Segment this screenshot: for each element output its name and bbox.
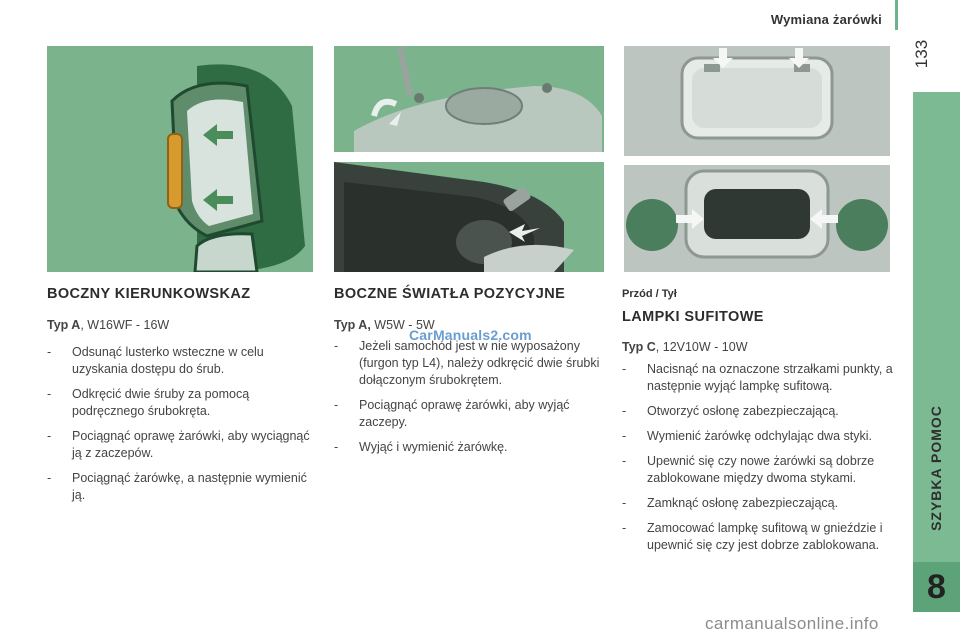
section-heading: BOCZNE ŚWIATŁA POZYCYJNE	[334, 286, 566, 302]
side-indicator-instructions	[47, 317, 312, 512]
bulb-type	[47, 317, 312, 334]
side-position-lights-section	[334, 286, 614, 302]
header-divider	[895, 0, 898, 30]
page-number: 133	[912, 39, 931, 69]
list-item: - Upewnić się czy nowe żarówki są dobrze zablokowane między dwoma stykami.	[622, 453, 894, 487]
section-heading: BOCZNY KIERUNKOWSKAZ	[47, 286, 251, 302]
list-item: - Pociągnąć oprawę żarówki, aby wyciągnąć ją z zaczepów.	[47, 428, 312, 462]
side-indicator-section	[47, 286, 317, 302]
list-item: - Odkręcić dwie śruby za pomocą podręcznego śrubokręta.	[47, 386, 312, 420]
list-item: - Zamocować lampkę sufitową w gnieździe i upewnić się czy jest dobrze zablokowana.	[622, 520, 894, 554]
ceiling-lamp-top-illustration	[624, 46, 890, 156]
ceiling-lamp-press-illustration	[624, 165, 890, 272]
ceiling-lamps-section	[622, 309, 882, 325]
front-rear-subheading: Przód / Tył	[622, 288, 677, 300]
section-heading: LAMPKI SUFITOWE	[622, 309, 764, 325]
bulb-type-label: Typ A	[47, 318, 81, 332]
chapter-label: SZYBKA POMOC	[928, 405, 944, 531]
list-item: - Pociągnąć żarówkę, a następnie wymienić ją.	[47, 470, 312, 504]
watermark-top: CarManuals2.com	[409, 327, 532, 343]
watermark-bottom: carmanualsonline.info	[705, 614, 879, 633]
section-title: Wymiana żarówki	[770, 12, 882, 27]
bulb-type-value: , W16WF - 16W	[80, 318, 170, 332]
ceiling-lamps-instructions	[622, 339, 894, 562]
list-item: - Pociągnąć oprawę żarówki, aby wyjąć zaczepy.	[334, 397, 604, 431]
list-item: - Odsunąć lusterko wsteczne w celu uzyskania dostępu do śrub.	[47, 344, 312, 378]
bulb-type-value: W5W - 5W	[370, 318, 435, 332]
bulb-type	[622, 339, 894, 356]
mirror-indicator-illustration	[47, 46, 313, 272]
list-item: - Nacisnąć na oznaczone strzałkami punkty, a następnie wyjąć lampkę sufitową.	[622, 361, 894, 395]
list-item: - Zamknąć osłonę zabezpieczającą.	[622, 495, 894, 512]
steps-list	[334, 338, 604, 456]
screwdriver-lamp-illustration	[334, 46, 604, 152]
list-item: - Jeżeli samochód jest w nie wyposażony (furgon typ L4), należy odkręcić dwie śrubki dołączonym śrubokrętem.	[334, 338, 604, 389]
bulb-type-label: Typ C	[622, 340, 656, 354]
list-item: - Otworzyć osłonę zabezpieczającą.	[622, 403, 894, 420]
list-item: - Wymienić żarówkę odchylając dwa styki.	[622, 428, 894, 445]
steps-list	[622, 361, 894, 554]
list-item: - Wyjąć i wymienić żarówkę.	[334, 439, 604, 456]
bulb-type-value: , 12V10W - 10W	[655, 340, 748, 354]
chapter-number: 8	[927, 568, 946, 606]
bulb-type-label: Typ A,	[334, 318, 371, 332]
bulb-holder-illustration	[334, 162, 604, 272]
steps-list	[47, 344, 312, 504]
